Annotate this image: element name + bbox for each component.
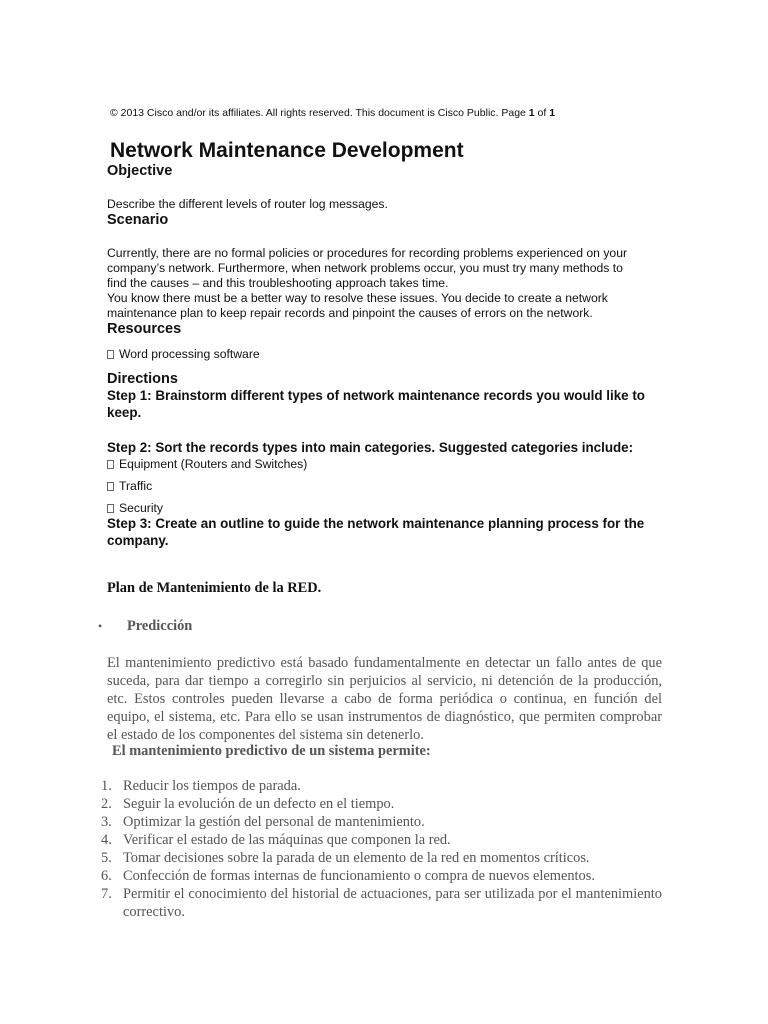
objective-text: Describe the different levels of router log messages. — [107, 197, 388, 211]
benefits-list — [101, 777, 662, 921]
list-text: Optimizar la gestión del personal de mantenimiento. — [123, 814, 425, 830]
step-2: Step 2: Sort the records types into main categories. Suggested categories include: — [107, 440, 634, 455]
resources-heading: Resources — [107, 321, 182, 337]
page-number: 1 — [528, 107, 535, 119]
category-label: Security — [119, 501, 164, 515]
scenario-line: maintenance plan to keep repair records and pinpoint the causes of errors on the network. — [107, 306, 593, 320]
checkbox-placeholder-icon — [107, 460, 114, 469]
list-number: 6. — [101, 868, 112, 884]
checkbox-placeholder-icon — [107, 350, 114, 359]
list-number: 7. — [101, 886, 112, 902]
list-number: 2. — [101, 796, 112, 812]
checkbox-placeholder-icon — [107, 504, 114, 513]
scenario-line: Currently, there are no formal policies or procedures for recording problems experienced on your — [107, 246, 628, 260]
list-number: 1. — [101, 778, 112, 794]
prediction-subheading: El mantenimiento predictivo de un sistema permite: — [112, 743, 431, 759]
step-1: Step 1: Brainstorm different types of network maintenance records you would like to keep. — [107, 388, 645, 420]
list-item — [101, 867, 662, 885]
objective-heading: Objective — [107, 163, 173, 179]
list-number: 4. — [101, 832, 112, 848]
list-item — [101, 885, 662, 921]
directions-heading: Directions — [107, 371, 178, 387]
document-title: Network Maintenance Development — [110, 139, 464, 162]
page-of-text: of — [534, 107, 550, 119]
list-text: Confección de formas internas de funcionamiento o compra de nuevos elementos. — [123, 868, 595, 884]
list-number: 3. — [101, 814, 112, 830]
list-item — [101, 849, 662, 867]
prediction-paragraph: El mantenimiento predictivo está basado fundamentalmente en detectar un fallo antes de que suceda, para dar tiempo a corregirlo sin perjuicios al servicio, ni detención de la producción, etc. Estos controles pueden llevarse a cabo de forma periódica o continua, en función del equipo, el sistema, etc. Para ello se usan instrumentos de diagnóstico, que permiten comprobar el estado de los componentes del sistema sin detenerlo. — [107, 655, 662, 744]
list-item — [101, 813, 662, 831]
scenario-line: You know there must be a better way to resolve these issues. You decide to create a network — [107, 291, 608, 305]
list-text: Seguir la evolución de un defecto en el tiempo. — [123, 796, 395, 812]
bullet-icon: • — [98, 619, 103, 633]
resource-item — [107, 347, 260, 361]
category-item — [107, 479, 152, 493]
plan-title: Plan de Mantenimiento de la RED. — [107, 580, 322, 596]
list-number: 5. — [101, 850, 112, 866]
prediction-label: Predicción — [127, 618, 193, 634]
copyright-text: © 2013 Cisco and/or its affiliates. All rights reserved. This document is Cisco Public. Page — [110, 107, 529, 119]
list-text: Verificar el estado de las máquinas que componen la red. — [123, 832, 451, 848]
list-item — [101, 831, 662, 849]
list-item — [101, 795, 662, 813]
list-text: Permitir el conocimiento del historial de actuaciones, para ser utilizada por el mantenimiento correctivo. — [123, 886, 662, 920]
list-text: Reducir los tiempos de parada. — [123, 778, 301, 794]
prediction-item — [98, 618, 192, 635]
category-item — [107, 457, 307, 471]
category-label: Traffic — [119, 479, 153, 493]
category-item — [107, 501, 163, 515]
scenario-line: company’s network. Furthermore, when network problems occur, you must try many methods to — [107, 261, 623, 275]
list-text: Tomar decisiones sobre la parada de un elemento de la red en momentos críticos. — [123, 850, 590, 866]
step-3: Step 3: Create an outline to guide the network maintenance planning process for the company. — [107, 516, 645, 548]
resource-item-label: Word processing software — [119, 347, 260, 361]
scenario-line: find the causes – and this troubleshooting approach takes time. — [107, 276, 449, 290]
copyright-line — [110, 107, 555, 119]
checkbox-placeholder-icon — [107, 482, 114, 491]
page-total: 1 — [549, 107, 556, 119]
category-label: Equipment (Routers and Switches) — [119, 457, 308, 471]
scenario-heading: Scenario — [107, 212, 169, 228]
list-item — [101, 777, 662, 795]
